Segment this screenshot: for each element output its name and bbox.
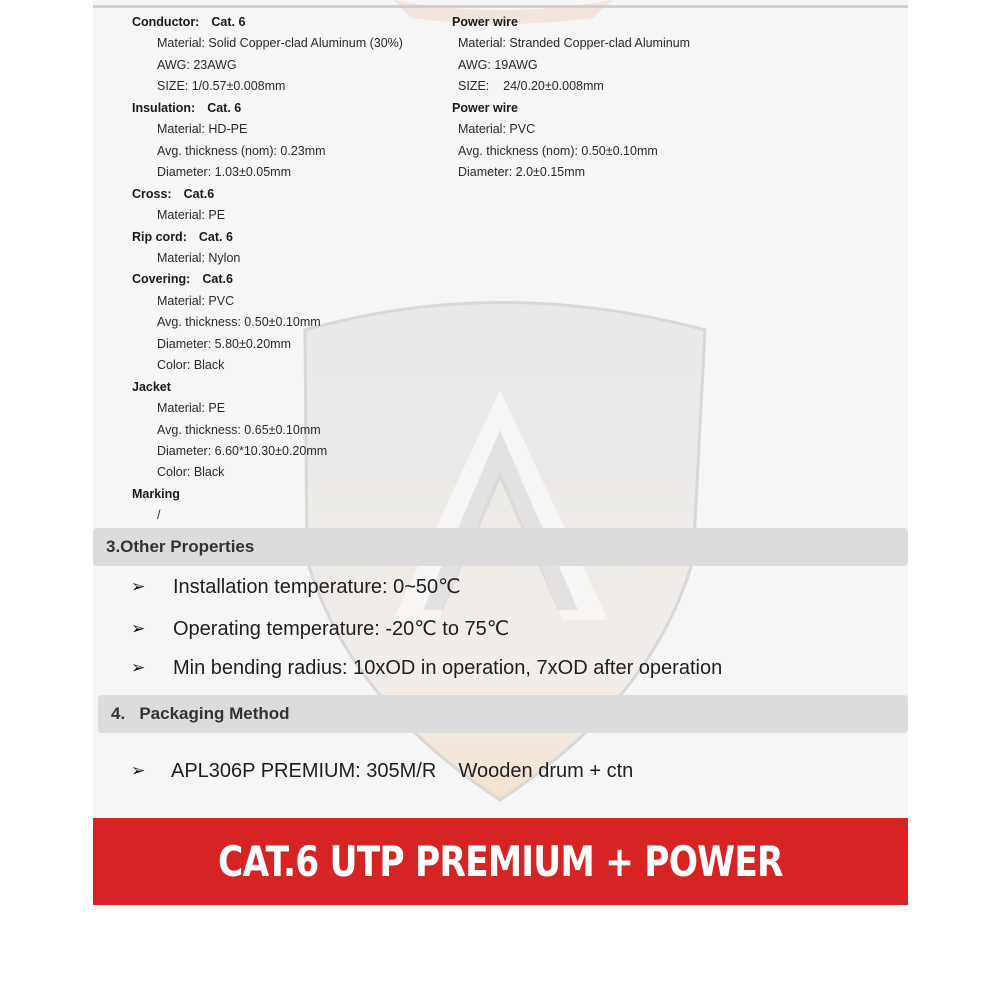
bullet-text: Operating temperature: -20℃ to 75℃	[173, 618, 510, 640]
spec-right-item: Material: PVC	[458, 122, 536, 137]
spec-left-heading	[132, 271, 233, 287]
spec-left-item: Material: Solid Copper-clad Aluminum (30%)	[157, 36, 403, 51]
section-4-header	[98, 695, 908, 733]
spec-right-item: Avg. thickness (nom): 0.50±0.10mm	[458, 143, 658, 158]
spec-left-heading-label: Conductor:	[132, 15, 200, 29]
spec-left-heading-value: Cat.6	[183, 186, 215, 201]
spec-left-item: Diameter: 1.03±0.05mm	[157, 165, 291, 180]
spec-left-item: Avg. thickness (nom): 0.23mm	[157, 143, 326, 158]
spec-left-heading-label: Rip cord:	[132, 229, 187, 244]
spec-left-heading-label: Insulation:	[132, 100, 196, 115]
section-4-title: 4. Packaging Method	[111, 704, 290, 723]
spec-left-item: Material: PVC	[157, 293, 235, 308]
spec-left-item: Diameter: 5.80±0.20mm	[157, 336, 291, 351]
spec-left-item: Material: PE	[157, 208, 226, 223]
spec-left-heading	[132, 229, 233, 245]
spec-left-item: Material: PE	[157, 401, 226, 416]
spec-left-heading	[132, 100, 241, 116]
spec-left-item: SIZE: 1/0.57±0.008mm	[157, 79, 286, 94]
spec-left-item: Avg. thickness: 0.65±0.10mm	[157, 422, 321, 437]
spec-left-item: Material: HD-PE	[157, 122, 248, 137]
bullet-text: APL306P PREMIUM: 305M/R Wooden drum + ctn	[171, 760, 634, 782]
product-title-banner	[93, 818, 908, 905]
arrow-bullet-icon: ➢	[131, 658, 146, 677]
spec-left-heading-value: Cat. 6	[211, 15, 246, 29]
spec-right-heading	[452, 14, 518, 30]
spec-left-heading-value: Cat.6	[202, 272, 233, 287]
arrow-bullet-icon: ➢	[131, 761, 146, 780]
spec-left-heading	[132, 186, 214, 202]
top-rule	[93, 5, 908, 8]
spec-right-item: AWG: 19AWG	[458, 57, 538, 72]
spec-left-heading-value: Cat. 6	[207, 100, 242, 115]
spec-left-heading-value: Cat. 6	[198, 229, 233, 244]
spec-left-heading-label: Jacket	[132, 379, 171, 394]
spec-left-item: Avg. thickness: 0.50±0.10mm	[157, 315, 321, 330]
bullet-text: Installation temperature: 0~50℃	[173, 576, 461, 598]
product-title: CAT.6 UTP PREMIUM + POWER	[218, 837, 783, 886]
spec-left-heading-label: Cross:	[132, 186, 172, 201]
section-3-header	[93, 528, 908, 566]
spec-left-heading	[132, 14, 245, 30]
spec-left-heading	[132, 486, 180, 502]
section-3-title: 3.Other Properties	[106, 537, 255, 556]
arrow-bullet-icon: ➢	[131, 619, 146, 638]
spec-left-item: /	[157, 508, 161, 523]
spec-right-item: Material: Stranded Copper-clad Aluminum	[458, 36, 691, 51]
spec-left-item: AWG: 23AWG	[157, 57, 237, 72]
spec-right-heading-label: Power wire	[452, 100, 518, 115]
spec-left-item: Color: Black	[157, 358, 225, 373]
spec-right-item: SIZE: 24/0.20±0.008mm	[458, 79, 604, 94]
bullet-text: Min bending radius: 10xOD in operation, 7xOD after operation	[173, 657, 723, 679]
spec-right-heading-label: Power wire	[452, 15, 518, 29]
spec-left-heading-label: Covering:	[132, 272, 191, 287]
spec-left-item: Diameter: 6.60*10.30±0.20mm	[157, 444, 328, 458]
spec-left-heading-label: Marking	[132, 486, 180, 501]
arrow-bullet-icon: ➢	[131, 577, 146, 596]
spec-left-item: Material: Nylon	[157, 250, 241, 265]
spec-right-item: Diameter: 2.0±0.15mm	[458, 165, 586, 180]
spec-left-heading	[132, 379, 171, 395]
spec-right-heading	[452, 100, 518, 116]
spec-left-item: Color: Black	[157, 465, 225, 480]
